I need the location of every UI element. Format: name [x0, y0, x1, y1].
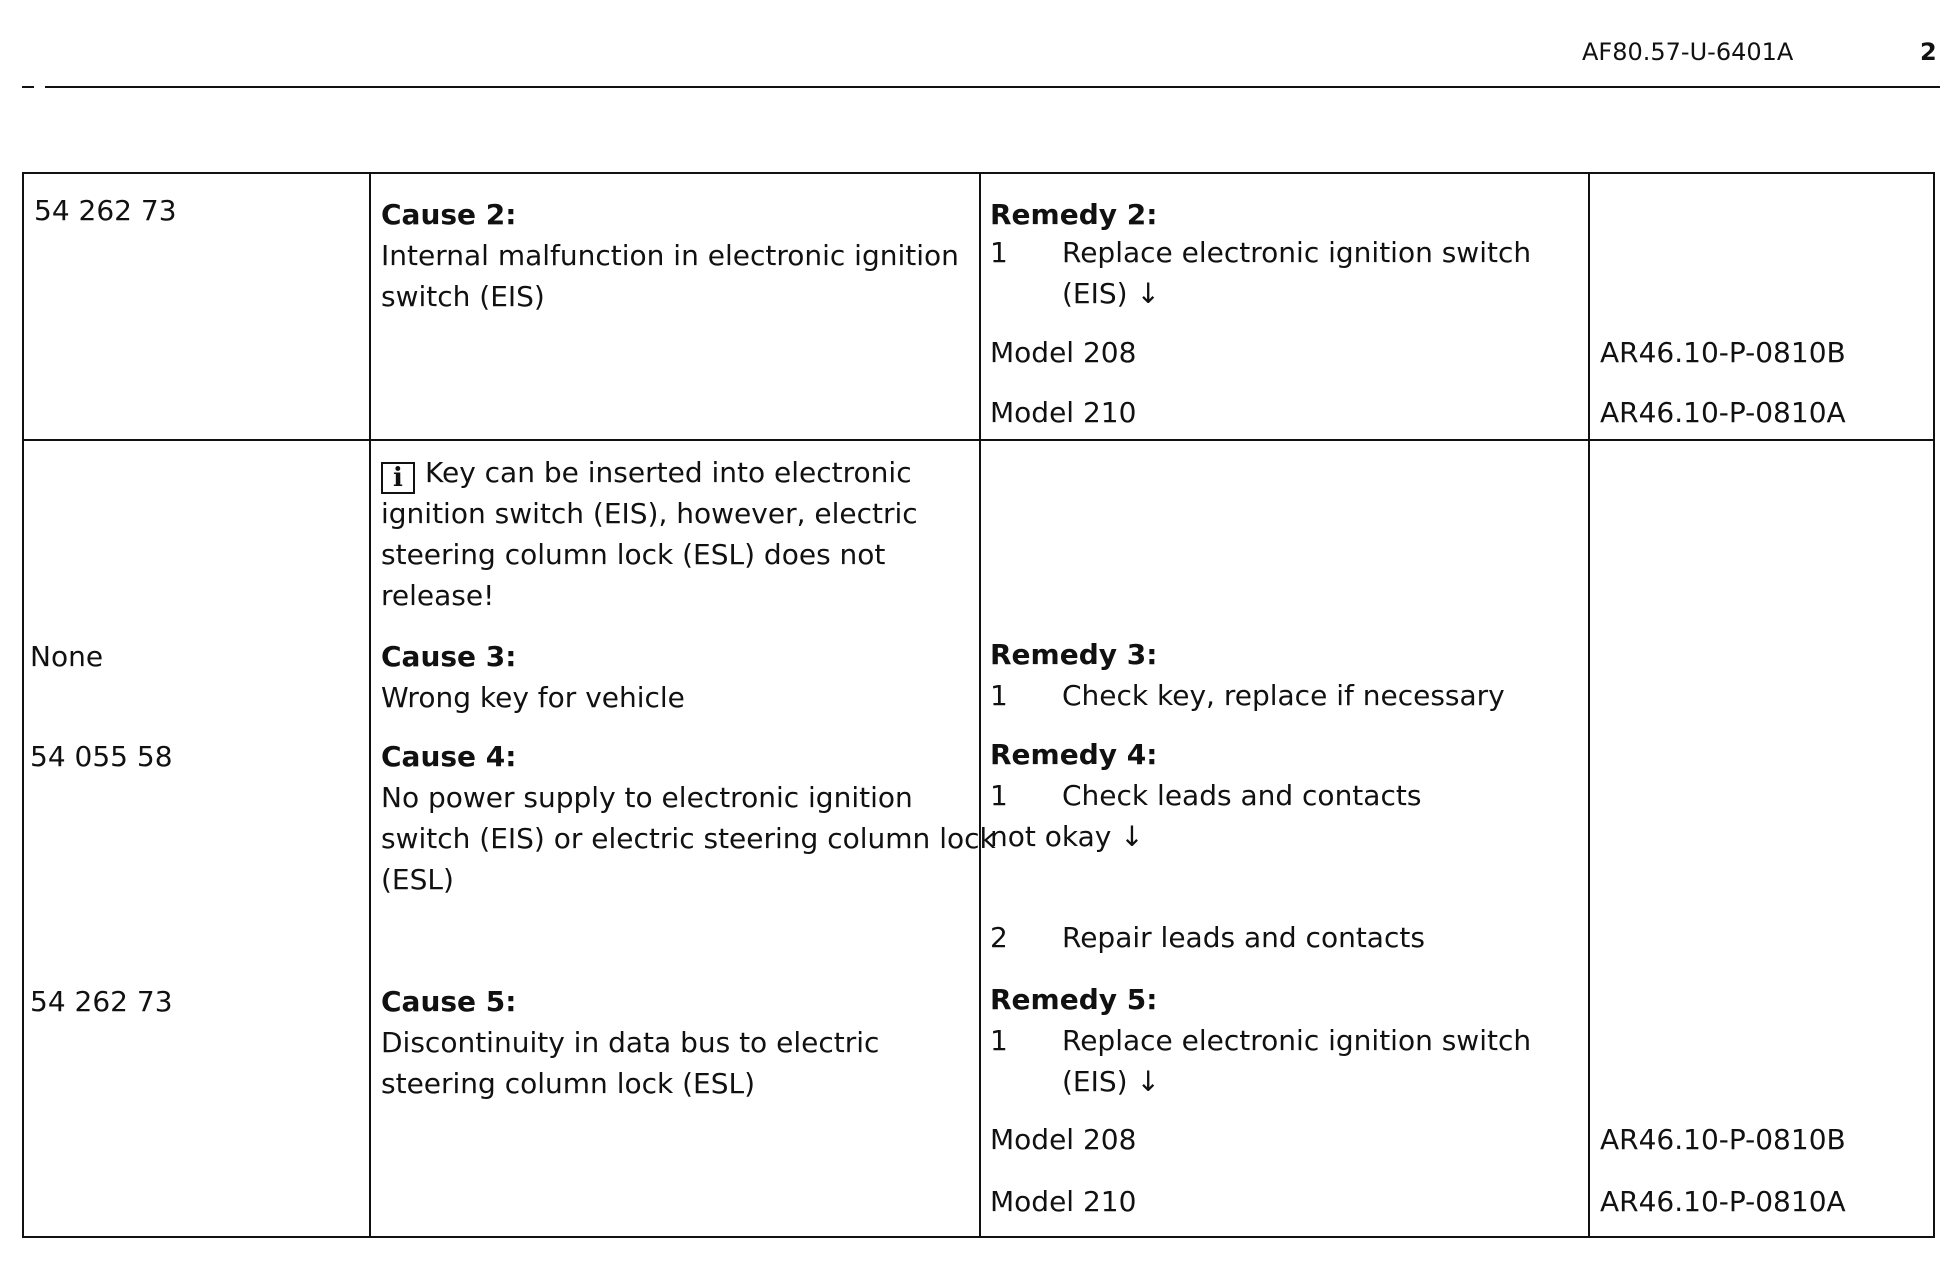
remedy-step	[990, 232, 1531, 273]
remedy-step-number: 2	[990, 921, 1008, 954]
remedy-step-text: (EIS) ↓	[1062, 277, 1160, 310]
column-divider	[369, 174, 371, 1236]
remedy-step	[990, 675, 1505, 716]
reference-code: AR46.10-P-0810A	[1600, 396, 1846, 429]
document-number: AF80.57-U-6401A	[1582, 38, 1794, 66]
remedy-title: Remedy 2:	[990, 198, 1158, 231]
fault-code: None	[30, 640, 104, 673]
cause-text-line: Internal malfunction in electronic ignition	[381, 239, 959, 272]
cause-text-line: (ESL)	[381, 863, 454, 896]
remedy-step-result: not okay ↓	[990, 820, 1144, 853]
fault-code: 54 262 73	[34, 194, 177, 227]
cause-text-line: switch (EIS) or electric steering column lock	[381, 822, 996, 855]
fault-code: 54 055 58	[30, 740, 173, 773]
reference-code: AR46.10-P-0810B	[1600, 336, 1846, 369]
remedy-step	[990, 775, 1421, 816]
column-divider	[1588, 174, 1590, 1236]
remedy-step-text: (EIS) ↓	[1062, 1065, 1160, 1098]
remedy-step-text: Replace electronic ignition switch	[1062, 1024, 1532, 1057]
remedy-step-number: 1	[990, 779, 1008, 812]
model-label: Model 210	[990, 396, 1137, 429]
cause-text-line: No power supply to electronic ignition	[381, 781, 913, 814]
cause-text-line: Wrong key for vehicle	[381, 681, 685, 714]
cause-title: Cause 3:	[381, 640, 517, 673]
info-note-line: i Key can be inserted into electronic	[381, 452, 912, 494]
model-label: Model 210	[990, 1185, 1137, 1218]
row-divider	[24, 439, 1933, 441]
info-note-line: release!	[381, 579, 495, 612]
remedy-step-number: 1	[990, 679, 1008, 712]
remedy-step	[990, 917, 1425, 958]
fault-code: 54 262 73	[30, 985, 173, 1018]
remedy-step-number: 1	[990, 1024, 1008, 1057]
header-rule	[45, 86, 1940, 88]
diagnosis-table	[22, 172, 1935, 1238]
info-note-line: steering column lock (ESL) does not	[381, 538, 886, 571]
remedy-title: Remedy 3:	[990, 638, 1158, 671]
cause-title: Cause 2:	[381, 198, 517, 231]
info-note-line: ignition switch (EIS), however, electric	[381, 497, 918, 530]
cause-title: Cause 5:	[381, 985, 517, 1018]
remedy-title: Remedy 4:	[990, 738, 1158, 771]
cause-title: Cause 4:	[381, 740, 517, 773]
column-divider	[979, 174, 981, 1236]
cause-text-line: Discontinuity in data bus to electric	[381, 1026, 880, 1059]
reference-code: AR46.10-P-0810B	[1600, 1123, 1846, 1156]
reference-code: AR46.10-P-0810A	[1600, 1185, 1846, 1218]
info-icon: i	[381, 462, 415, 494]
header-tick	[22, 86, 34, 88]
remedy-step-text: Replace electronic ignition switch	[1062, 236, 1532, 269]
remedy-step-text: Repair leads and contacts	[1062, 921, 1425, 954]
remedy-step	[990, 1020, 1531, 1061]
cause-text-line: steering column lock (ESL)	[381, 1067, 756, 1100]
remedy-step-number: 1	[990, 236, 1008, 269]
model-label: Model 208	[990, 336, 1137, 369]
remedy-step-text: Check key, replace if necessary	[1062, 679, 1505, 712]
page-number: 2	[1920, 38, 1937, 66]
cause-text-line: switch (EIS)	[381, 280, 545, 313]
remedy-step-text: Check leads and contacts	[1062, 779, 1422, 812]
remedy-title: Remedy 5:	[990, 983, 1158, 1016]
model-label: Model 208	[990, 1123, 1137, 1156]
